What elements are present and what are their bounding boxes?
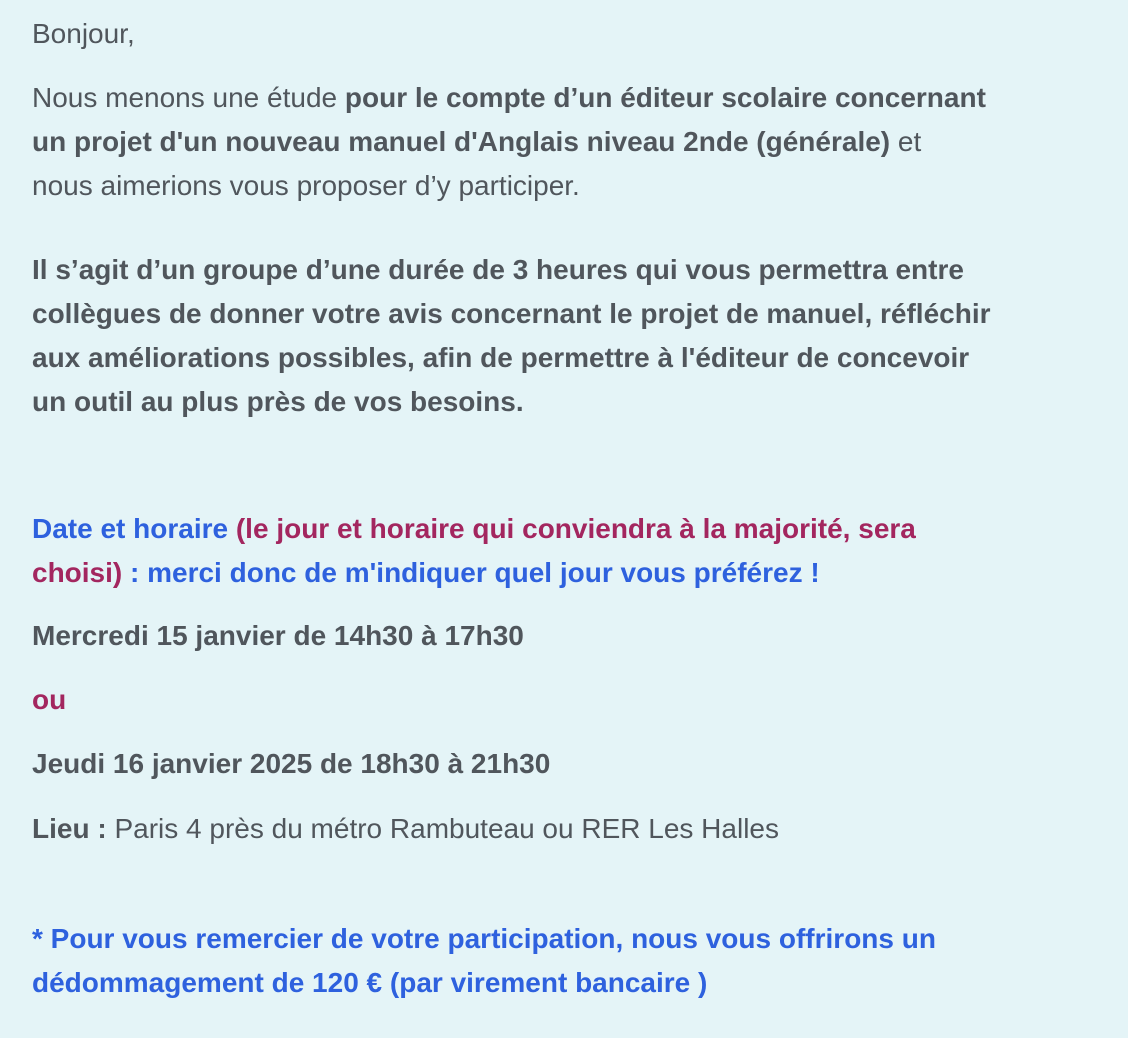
intro-line-2: [32, 120, 986, 164]
intro-paragraph: [32, 76, 986, 208]
group-line-1: Il s’agit d’un groupe d’une durée de 3 heures qui vous permettra entre: [32, 254, 964, 285]
intro-text: et: [890, 126, 922, 157]
date-heading-note: (le jour et horaire qui conviendra à la majorité, sera: [228, 513, 916, 544]
location: [32, 807, 779, 851]
date-option-1: Mercredi 15 janvier de 14h30 à 17h30: [32, 620, 524, 651]
location-label: Lieu :: [32, 813, 107, 844]
reward-note: [32, 917, 936, 1005]
group-line-2: collègues de donner votre avis concernant le projet de manuel, réfléchir: [32, 298, 991, 329]
intro-text: Nous menons une étude: [32, 82, 345, 113]
reward-line-1: * Pour vous remercier de votre participation, nous vous offrirons un: [32, 923, 936, 954]
location-value: Paris 4 près du métro Rambuteau ou RER Les Halles: [106, 813, 779, 844]
group-line-4: un outil au plus près de vos besoins.: [32, 386, 524, 417]
group-line-3: aux améliorations possibles, afin de permettre à l'éditeur de concevoir: [32, 342, 970, 373]
date-heading-label: Date et horaire: [32, 513, 229, 544]
date-heading-note: choisi): [32, 557, 123, 588]
greeting: Bonjour,: [32, 18, 135, 49]
reward-line-2: dédommagement de 120 € (par virement bancaire ): [32, 967, 708, 998]
group-description: [32, 248, 991, 424]
date-separator: ou: [32, 684, 67, 715]
intro-emphasis: pour le compte d’un éditeur scolaire concernant: [344, 82, 986, 113]
date-option-2: Jeudi 16 janvier 2025 de 18h30 à 21h30: [32, 748, 551, 779]
date-heading-line-2: [32, 551, 916, 595]
intro-line-1: [32, 76, 986, 120]
intro-emphasis: un projet d'un nouveau manuel d'Anglais niveau 2nde (générale): [32, 126, 891, 157]
intro-line-3: [32, 164, 986, 208]
intro-text: nous aimerions vous proposer d’y participer.: [32, 170, 580, 201]
date-heading: [32, 507, 916, 595]
date-heading-request: : merci donc de m'indiquer quel jour vous préférez !: [122, 557, 820, 588]
date-heading-line-1: [32, 507, 916, 551]
